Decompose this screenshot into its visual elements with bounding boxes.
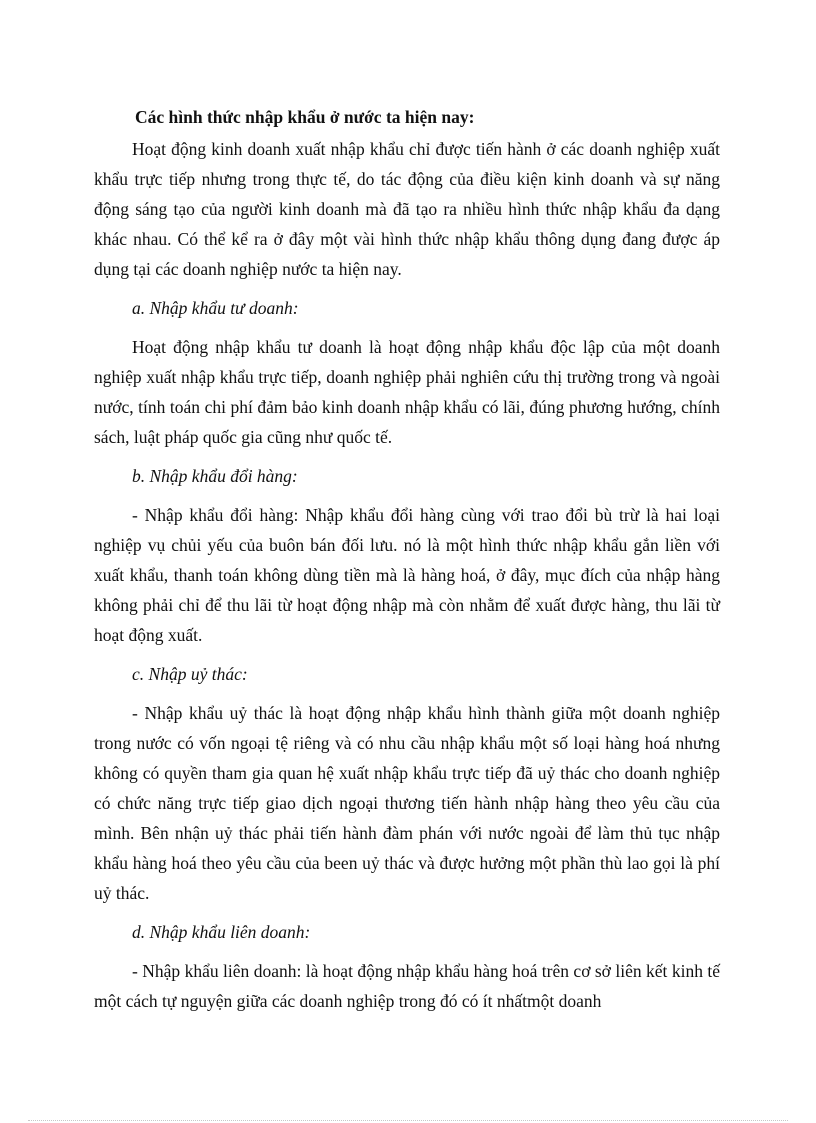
section-a-title: a. Nhập khẩu tư doanh: — [132, 298, 299, 318]
section-d-title: d. Nhập khẩu liên doanh: — [132, 922, 311, 942]
document-page — [94, 102, 720, 1025]
page-bottom-divider — [28, 1120, 788, 1121]
section-a-body: Hoạt động nhập khẩu tư doanh là hoạt động nhập khẩu độc lập của một doanh nghiệp xuất nhập khẩu trực tiếp, doanh nghiệp phải nghiên cứu thị trường trong và ngoài nước, tính toán chi phí đảm bảo kinh doanh nhập khẩu có lãi, đúng phương hướng, chính sách, luật pháp quốc gia cũng như quốc tế. — [94, 337, 720, 447]
section-b-title: b. Nhập khẩu đổi hàng: — [132, 466, 298, 486]
section-d-body: - Nhập khẩu liên doanh: là hoạt động nhập khẩu hàng hoá trên cơ sở liên kết kinh tế một cách tự nguyện giữa các doanh nghiệp trong đó có ít nhấtmột doanh — [94, 961, 720, 1011]
section-c-title: c. Nhập uỷ thác: — [132, 664, 248, 684]
section-b-body: - Nhập khẩu đổi hàng: Nhập khẩu đổi hàng cùng với trao đổi bù trừ là hai loại nghiệp vụ chủi yếu của buôn bán đối lưu. nó là một hình thức nhập khẩu gắn liền với xuất khẩu, thanh toán không dùng tiền mà là hàng hoá, ở đây, mục đích của nhập hàng không phải chỉ để thu lãi từ hoạt động nhập mà còn nhằm để xuất được hàng, thu lãi từ hoạt động xuất. — [94, 505, 720, 645]
document-heading: Các hình thức nhập khẩu ở nước ta hiện nay: — [135, 107, 475, 127]
section-c-body: - Nhập khẩu uỷ thác là hoạt động nhập khẩu hình thành giữa một doanh nghiệp trong nước có vốn ngoại tệ riêng và có nhu cầu nhập khẩu một số loại hàng hoá nhưng không có quyền tham gia quan hệ xuất nhập khẩu trực tiếp đã uỷ thác cho doanh nghiệp có chức năng trực tiếp giao dịch ngoại thương tiến hành nhập hàng theo yêu cầu của mình. Bên nhận uỷ thác phải tiến hành đàm phán với nước ngoài để làm thủ tục nhập khẩu hàng hoá theo yêu cầu của been uỷ thác và được hưởng một phần thù lao gọi là phí uỷ thác. — [94, 703, 720, 903]
intro-paragraph: Hoạt động kinh doanh xuất nhập khẩu chỉ được tiến hành ở các doanh nghiệp xuất khẩu trực tiếp nhưng trong thực tế, do tác động của điều kiện kinh doanh và sự năng động sáng tạo của người kinh doanh mà đã tạo ra nhiều hình thức nhập khẩu đa dạng khác nhau. Có thể kể ra ở đây một vài hình thức nhập khẩu thông dụng đang được áp dụng tại các doanh nghiệp nước ta hiện nay. — [94, 139, 720, 279]
